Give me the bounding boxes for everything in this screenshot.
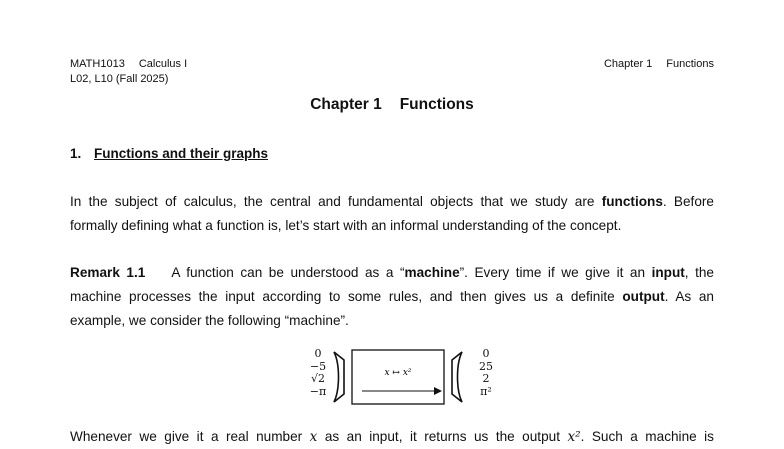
output-value: 2 — [482, 372, 490, 385]
term-input: input — [651, 265, 685, 280]
course-header — [70, 57, 187, 87]
remark-text: , the — [684, 265, 714, 280]
remark-text: ”. Every time if we give it an — [459, 265, 652, 280]
intro-line-2: formally defining what a function is, let’s start with an informal understanding of the concept. — [70, 218, 622, 233]
intro-line-1 — [70, 190, 714, 214]
chapter-header — [604, 57, 714, 72]
course-code: MATH1013 — [70, 58, 125, 70]
title-chapter: Chapter 1 — [310, 96, 382, 113]
intro-text: . Before — [662, 194, 714, 209]
input-funnel — [334, 352, 344, 402]
remark-text: . As an — [664, 289, 714, 304]
input-value: −π — [309, 384, 327, 398]
function-rule: x ↦ x² — [384, 368, 412, 378]
continuation-line — [70, 425, 714, 449]
intro-text: In the subject of calculus, the central and fundamental objects that we study are — [70, 194, 602, 209]
remark-text: machine processes the input according to some rules, and then gives us a definite — [70, 289, 623, 304]
input-value: −5 — [309, 359, 327, 373]
remark-text: A function can be understood as a “ — [171, 265, 405, 280]
term-functions: functions — [601, 194, 663, 209]
chapter-header-label: Chapter 1 — [603, 58, 653, 70]
output-values — [466, 348, 506, 398]
remark-line-1 — [70, 261, 714, 285]
remark-line-3: example, we consider the following “machine”. — [70, 313, 349, 328]
intro-paragraph — [70, 190, 714, 238]
chapter-header-name: Functions — [666, 58, 714, 70]
continuation-paragraph — [70, 425, 714, 449]
term-output: output — [622, 289, 665, 304]
section-number: 1. — [70, 146, 82, 161]
remark-line-2 — [70, 285, 714, 309]
remark-label: Remark 1.1 — [70, 265, 146, 280]
continuation-text: . Such a machine is — [580, 429, 714, 444]
output-value: 25 — [479, 359, 493, 373]
course-sections: L02, L10 (Fall 2025) — [70, 73, 169, 85]
output-value: π² — [480, 384, 492, 398]
remark-paragraph — [70, 261, 714, 333]
output-funnel — [452, 352, 462, 402]
section-title: Functions and their graphs — [94, 146, 269, 161]
continuation-text: Whenever we give it a real number — [70, 429, 310, 444]
input-value: √2 — [310, 372, 325, 385]
page-title — [0, 96, 784, 114]
output-value: 0 — [482, 347, 490, 360]
function-machine-diagram — [330, 346, 466, 408]
continuation-text: as an input, it returns us the output — [317, 429, 568, 444]
arrow-head — [434, 387, 442, 395]
course-name: Calculus I — [138, 58, 188, 70]
title-name: Functions — [399, 96, 474, 113]
var-x: x — [309, 429, 318, 445]
var-x-squared: x² — [567, 429, 581, 445]
term-machine: machine — [404, 265, 460, 280]
input-value: 0 — [314, 347, 322, 360]
section-heading — [70, 146, 268, 161]
